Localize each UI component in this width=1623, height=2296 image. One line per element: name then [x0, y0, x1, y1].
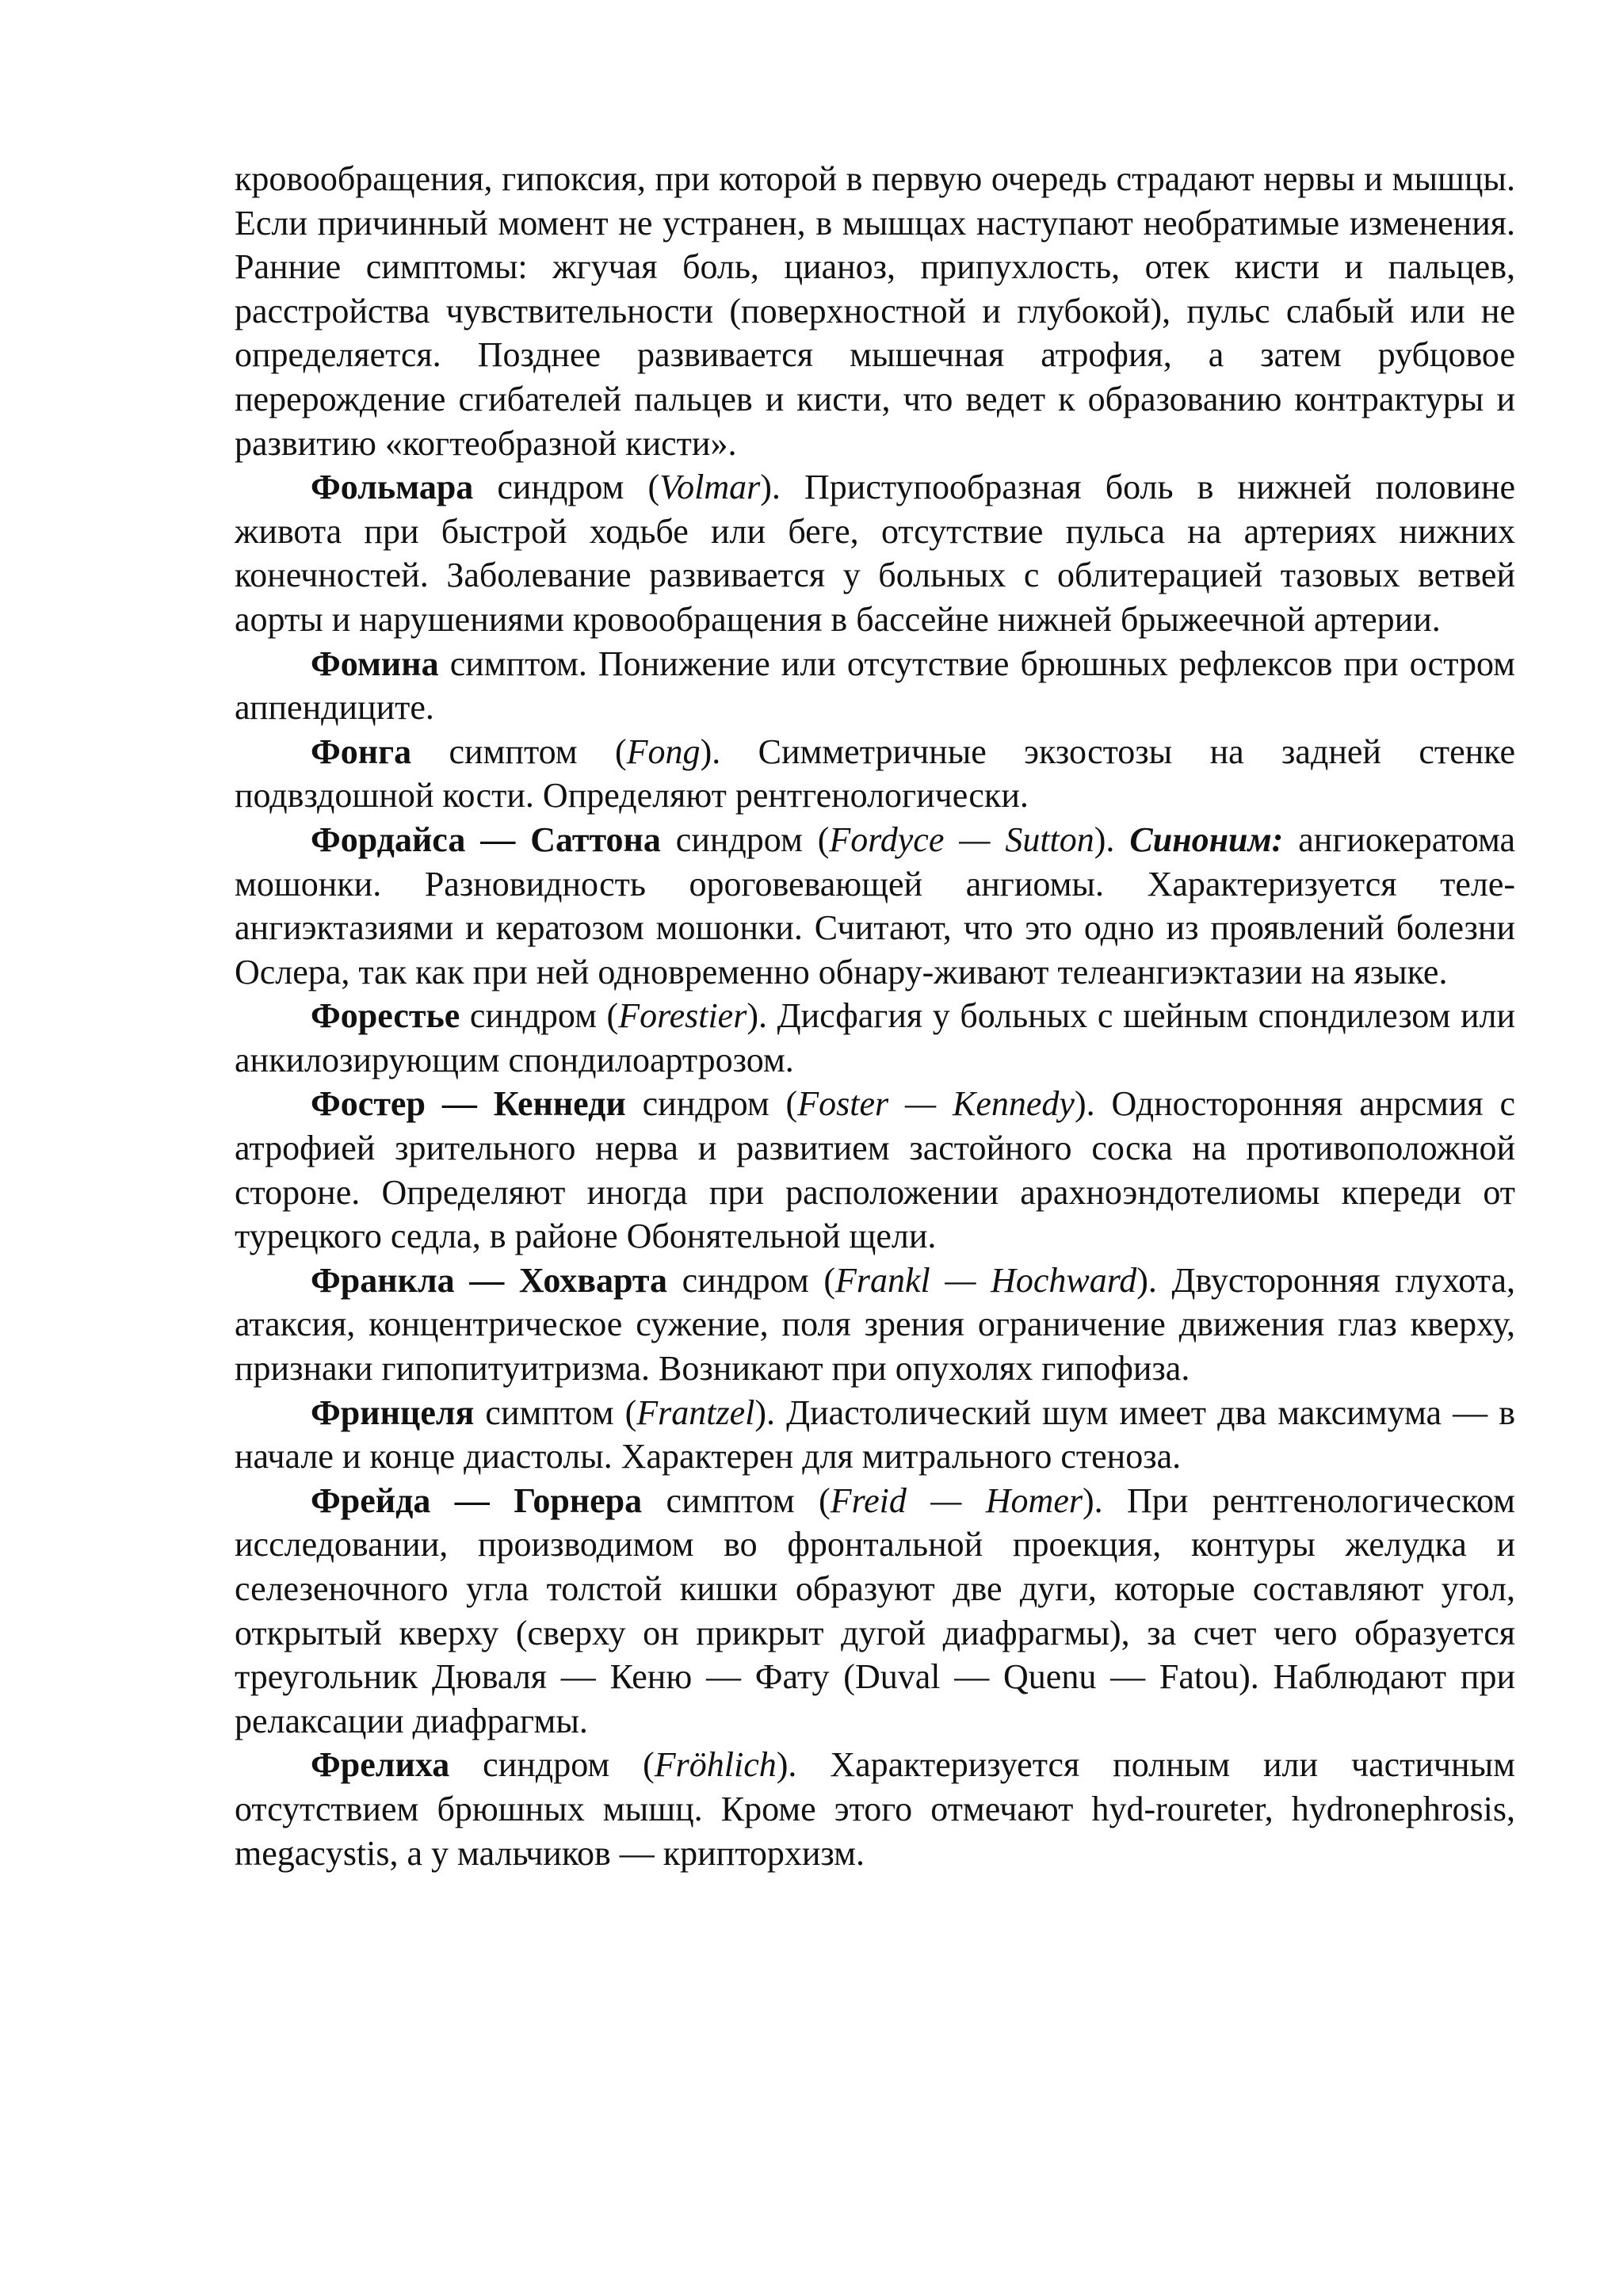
entry-term: Фордайса — Саттона	[311, 819, 661, 859]
entry-term: Франкла — Хохварта	[311, 1260, 668, 1300]
entry-freid-homer	[235, 1479, 1515, 1744]
entry-text: ). При рентгенологическом исследовании, производимом во фронтальной проекция, контуры желудка и селезеночного угла толстой кишки образуют две дуги, которые составляют угол, открытый кверху (сверху он прикрыт дугой диафрагмы), за счет чего образуется треугольник Дюваля — Кеню — Фату (Duval — Quenu — Fatou). Наблюдают при релаксации диафрагмы.	[235, 1480, 1516, 1740]
entry-latin-name: Freid — Homer	[830, 1480, 1083, 1520]
entry-text: ). Симметричные экзостозы на задней стенке подвздошной кости. Определяют рентгенологически.	[235, 732, 1515, 816]
entry-text: ). Дисфагия у больных с шейным спондилезом или анкилозирующим спондилоартрозом.	[235, 996, 1515, 1079]
entry-latin-name: Fong	[626, 732, 701, 771]
entry-frankl-hochward	[235, 1259, 1515, 1391]
entry-term: Фрелиха	[311, 1745, 450, 1785]
entry-kind: синдром (	[449, 1745, 655, 1785]
entry-kind: симптом (	[474, 1392, 637, 1432]
entry-kind: синдром (	[667, 1260, 835, 1300]
entry-text: симптом. Понижение или отсутствие брюшных рефлексов при остром аппендиците.	[235, 644, 1515, 728]
synonym-label: Синоним:	[1129, 819, 1284, 859]
entry-latin-name: Frantzel	[636, 1392, 755, 1432]
entry-text: ангиокератома мошонки. Разновидность ороговевающей ангиомы. Характеризуется теле-ангиэктазиями и кератозом мошонки. Считают, что это одно из проявлений болезни Ослера, так как при ней одновременно обнару-живают телеангиэктазии на языке.	[235, 819, 1516, 991]
entry-term: Фринцеля	[311, 1392, 475, 1432]
entry-foster-kennedy	[235, 1082, 1515, 1258]
entry-term: Фонга	[311, 732, 412, 771]
entry-latin-name: Frankl — Hochward	[834, 1260, 1137, 1300]
entry-frohlich	[235, 1743, 1515, 1875]
entry-frantzel	[235, 1391, 1515, 1479]
entry-term: Фостер — Кеннеди	[311, 1084, 626, 1124]
entry-term: Фомина	[311, 644, 439, 683]
entry-fordyce-sutton	[235, 818, 1515, 994]
entry-latin-name: Forestier	[618, 996, 747, 1036]
entry-latin-name: Fröhlich	[654, 1745, 777, 1785]
entry-term: Форестье	[311, 996, 460, 1036]
paragraph-continuation	[235, 157, 1515, 465]
entry-fomin	[235, 642, 1515, 730]
entry-kind: синдром (	[625, 1084, 798, 1124]
entry-latin-name: Volmar	[659, 468, 761, 507]
entry-separator: ).	[1094, 819, 1130, 859]
entry-text: ). Двусторонняя глухота, атаксия, концентрическое сужение, поля зрения ограничение движения глаз кверху, признаки гипопитуитризма. Возникают при опухолях гипофиза.	[235, 1260, 1515, 1389]
document-page	[235, 157, 1515, 1875]
entry-latin-name: Foster — Kennedy	[797, 1084, 1075, 1124]
paragraph-text: кровообращения, гипоксия, при которой в первую очередь страдают нервы и мышцы. Если причинный момент не устранен, в мышцах наступают необратимые изменения. Ранние симптомы: жгучая боль, цианоз, припухлость, отек кисти и пальцев, расстройства чувствительности (поверхностной и глубокой), пульс слабый или не определяется. Позднее развивается мышечная атрофия, а затем рубцовое перерождение сгибателей пальцев и кисти, что ведет к образованию контрактуры и развитию «когтеобразной кисти».	[235, 159, 1515, 463]
entry-volmar	[235, 465, 1515, 641]
entry-kind: синдром (	[460, 996, 619, 1036]
entry-kind: симптом (	[411, 732, 627, 771]
entry-text: ). Характеризуется полным или частичным отсутствием брюшных мышц. Кроме этого отмечают hyd-roureter, hydronephrosis, megacystis, а у мальчиков — крипторхизм.	[235, 1745, 1516, 1873]
entry-text: ). Диастолический шум имеет два максимума — в начале и конце диастолы. Характерен для митрального стеноза.	[235, 1392, 1515, 1477]
entry-latin-name: Fordyce — Sutton	[829, 819, 1094, 859]
entry-text: ). Односторонняя анрсмия с атрофией зрительного нерва и развитием застойного соска на противоположной стороне. Определяют иногда при расположении арахноэндотелиомы кпереди от турецкого седла, в районе Обонятельной щели.	[235, 1084, 1516, 1256]
entry-term: Фольмара	[311, 468, 474, 507]
entry-term: Фрейда — Горнера	[311, 1480, 643, 1520]
entry-kind: симптом (	[642, 1480, 831, 1520]
entry-forestier	[235, 994, 1515, 1082]
entry-text: ). Приступообразная боль в нижней половине живота при быстрой ходьбе или беге, отсутствие пульса на артериях нижних конечностей. Заболевание развивается у больных с облитерацией тазовых ветвей аорты и нарушениями кровообращения в бассейне нижней брыжеечной артерии.	[235, 468, 1516, 639]
entry-kind: синдром (	[660, 819, 830, 859]
entry-kind: синдром (	[473, 468, 660, 507]
entry-fong	[235, 730, 1515, 818]
